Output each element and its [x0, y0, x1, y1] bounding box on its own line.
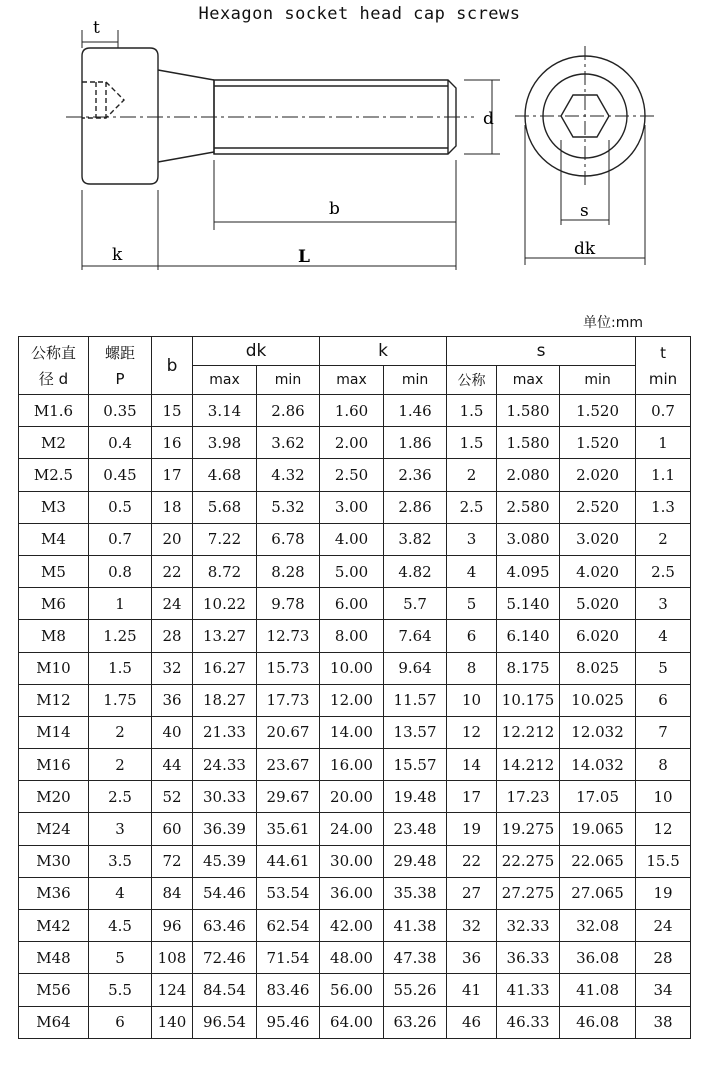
- cell-s-min: 32.08: [560, 910, 636, 942]
- cell-k-max: 2.50: [320, 459, 384, 491]
- cell-s-nominal: 3: [447, 523, 497, 555]
- cell-k-max: 12.00: [320, 684, 384, 716]
- cell-t-min: 1.1: [636, 459, 691, 491]
- cell-size: M48: [19, 942, 89, 974]
- cell-t-min: 1: [636, 427, 691, 459]
- cell-k-max: 30.00: [320, 845, 384, 877]
- cell-dk-max: 7.22: [193, 523, 257, 555]
- cell-t-min: 28: [636, 942, 691, 974]
- cell-s-min: 19.065: [560, 813, 636, 845]
- cell-k-max: 10.00: [320, 652, 384, 684]
- cell-t-min: 38: [636, 1006, 691, 1038]
- cell-k-max: 5.00: [320, 555, 384, 587]
- cell-pitch: 5: [89, 942, 152, 974]
- cell-dk-min: 95.46: [257, 1006, 320, 1038]
- label-k: k: [112, 245, 123, 265]
- socket-hidden-lines: [82, 82, 124, 118]
- cell-s-max: 32.33: [497, 910, 560, 942]
- cell-pitch: 0.8: [89, 555, 152, 587]
- cell-b: 96: [152, 910, 193, 942]
- cell-b: 22: [152, 555, 193, 587]
- cell-dk-max: 8.72: [193, 555, 257, 587]
- cell-dk-max: 45.39: [193, 845, 257, 877]
- cell-s-max: 3.080: [497, 523, 560, 555]
- label-b: b: [329, 199, 340, 219]
- table-row: [19, 813, 691, 845]
- cell-s-min: 8.025: [560, 652, 636, 684]
- cell-k-max: 1.60: [320, 395, 384, 427]
- cell-k-max: 6.00: [320, 588, 384, 620]
- cell-k-max: 2.00: [320, 427, 384, 459]
- cell-b: 18: [152, 491, 193, 523]
- cell-b: 44: [152, 749, 193, 781]
- cell-s-min: 4.020: [560, 555, 636, 587]
- cell-b: 16: [152, 427, 193, 459]
- cell-s-nominal: 17: [447, 781, 497, 813]
- cell-k-max: 3.00: [320, 491, 384, 523]
- cell-t-min: 34: [636, 974, 691, 1006]
- cell-dk-max: 21.33: [193, 716, 257, 748]
- cell-dk-max: 16.27: [193, 652, 257, 684]
- cell-k-max: 64.00: [320, 1006, 384, 1038]
- cell-s-min: 14.032: [560, 749, 636, 781]
- cell-s-min: 5.020: [560, 588, 636, 620]
- cell-s-nominal: 41: [447, 974, 497, 1006]
- cell-pitch: 1.5: [89, 652, 152, 684]
- cell-s-max: 17.23: [497, 781, 560, 813]
- cell-b: 24: [152, 588, 193, 620]
- cell-k-max: 42.00: [320, 910, 384, 942]
- cell-dk-min: 15.73: [257, 652, 320, 684]
- cell-k-min: 55.26: [384, 974, 447, 1006]
- cell-dk-min: 8.28: [257, 555, 320, 587]
- cell-dk-min: 71.54: [257, 942, 320, 974]
- cell-dk-max: 30.33: [193, 781, 257, 813]
- table-row: [19, 620, 691, 652]
- header-s-min: min: [560, 366, 636, 395]
- cell-dk-max: 5.68: [193, 491, 257, 523]
- header-b: b: [152, 337, 193, 395]
- cell-s-nominal: 1.5: [447, 427, 497, 459]
- cell-k-min: 63.26: [384, 1006, 447, 1038]
- cell-k-min: 2.86: [384, 491, 447, 523]
- cell-t-min: 19: [636, 877, 691, 909]
- cell-pitch: 5.5: [89, 974, 152, 1006]
- cell-dk-max: 4.68: [193, 459, 257, 491]
- cell-dk-max: 24.33: [193, 749, 257, 781]
- cell-s-max: 10.175: [497, 684, 560, 716]
- cell-pitch: 1.25: [89, 620, 152, 652]
- cell-k-min: 1.86: [384, 427, 447, 459]
- header-k: k: [320, 337, 447, 366]
- cell-k-min: 3.82: [384, 523, 447, 555]
- cell-dk-min: 4.32: [257, 459, 320, 491]
- table-row: [19, 942, 691, 974]
- cell-dk-min: 29.67: [257, 781, 320, 813]
- cell-k-max: 4.00: [320, 523, 384, 555]
- cell-size: M56: [19, 974, 89, 1006]
- cell-b: 36: [152, 684, 193, 716]
- cell-dk-max: 3.14: [193, 395, 257, 427]
- cell-dk-min: 20.67: [257, 716, 320, 748]
- label-s: s: [580, 201, 589, 221]
- cell-k-min: 23.48: [384, 813, 447, 845]
- cell-s-min: 12.032: [560, 716, 636, 748]
- cell-size: M6: [19, 588, 89, 620]
- cell-size: M30: [19, 845, 89, 877]
- cell-size: M3: [19, 491, 89, 523]
- cell-k-min: 29.48: [384, 845, 447, 877]
- cell-s-max: 1.580: [497, 427, 560, 459]
- cell-t-min: 6: [636, 684, 691, 716]
- table-row: [19, 749, 691, 781]
- table-row: [19, 781, 691, 813]
- header-s-max: max: [497, 366, 560, 395]
- cell-dk-max: 63.46: [193, 910, 257, 942]
- cell-s-nominal: 2.5: [447, 491, 497, 523]
- cell-size: M42: [19, 910, 89, 942]
- cell-dk-max: 72.46: [193, 942, 257, 974]
- cell-t-min: 24: [636, 910, 691, 942]
- cell-s-nominal: 6: [447, 620, 497, 652]
- cell-s-min: 3.020: [560, 523, 636, 555]
- cell-s-nominal: 19: [447, 813, 497, 845]
- cell-k-min: 41.38: [384, 910, 447, 942]
- cell-k-min: 19.48: [384, 781, 447, 813]
- cell-t-min: 2.5: [636, 555, 691, 587]
- screw-drawing: [0, 0, 719, 300]
- cell-k-max: 56.00: [320, 974, 384, 1006]
- table-row: [19, 1006, 691, 1038]
- header-dk-max: max: [193, 366, 257, 395]
- cell-t-min: 1.3: [636, 491, 691, 523]
- cell-s-min: 46.08: [560, 1006, 636, 1038]
- cell-b: 15: [152, 395, 193, 427]
- cell-b: 72: [152, 845, 193, 877]
- cell-s-nominal: 14: [447, 749, 497, 781]
- label-dk: dk: [574, 239, 596, 259]
- label-t: t: [93, 18, 100, 38]
- cell-b: 84: [152, 877, 193, 909]
- cell-dk-min: 12.73: [257, 620, 320, 652]
- table-row: [19, 588, 691, 620]
- cell-b: 32: [152, 652, 193, 684]
- cell-k-min: 4.82: [384, 555, 447, 587]
- cell-pitch: 3: [89, 813, 152, 845]
- cell-b: 124: [152, 974, 193, 1006]
- table-row: [19, 555, 691, 587]
- cell-size: M20: [19, 781, 89, 813]
- cell-dk-max: 10.22: [193, 588, 257, 620]
- cell-pitch: 0.35: [89, 395, 152, 427]
- cell-b: 60: [152, 813, 193, 845]
- cell-size: M24: [19, 813, 89, 845]
- cell-k-max: 24.00: [320, 813, 384, 845]
- cell-dk-min: 17.73: [257, 684, 320, 716]
- cell-s-min: 2.020: [560, 459, 636, 491]
- cell-b: 108: [152, 942, 193, 974]
- cell-t-min: 15.5: [636, 845, 691, 877]
- table-row: [19, 459, 691, 491]
- header-k-max: max: [320, 366, 384, 395]
- spec-table: [18, 336, 691, 1039]
- cell-s-nominal: 4: [447, 555, 497, 587]
- table-row: [19, 652, 691, 684]
- cell-s-max: 27.275: [497, 877, 560, 909]
- table-row: [19, 684, 691, 716]
- cell-s-nominal: 27: [447, 877, 497, 909]
- cell-dk-min: 62.54: [257, 910, 320, 942]
- cell-pitch: 2: [89, 716, 152, 748]
- cell-s-nominal: 5: [447, 588, 497, 620]
- cell-s-min: 1.520: [560, 427, 636, 459]
- header-row-1: [19, 337, 691, 366]
- cell-k-min: 2.36: [384, 459, 447, 491]
- cell-t-min: 12: [636, 813, 691, 845]
- cell-t-min: 5: [636, 652, 691, 684]
- cell-size: M5: [19, 555, 89, 587]
- cell-dk-min: 23.67: [257, 749, 320, 781]
- table-row: [19, 491, 691, 523]
- cell-s-max: 5.140: [497, 588, 560, 620]
- cell-k-min: 11.57: [384, 684, 447, 716]
- cell-s-min: 41.08: [560, 974, 636, 1006]
- cell-k-max: 16.00: [320, 749, 384, 781]
- cell-size: M64: [19, 1006, 89, 1038]
- table-row: [19, 974, 691, 1006]
- cell-pitch: 6: [89, 1006, 152, 1038]
- cell-dk-max: 18.27: [193, 684, 257, 716]
- cell-k-min: 5.7: [384, 588, 447, 620]
- header-s: s: [447, 337, 636, 366]
- cell-k-max: 8.00: [320, 620, 384, 652]
- cell-pitch: 1.75: [89, 684, 152, 716]
- cell-size: M16: [19, 749, 89, 781]
- cell-b: 17: [152, 459, 193, 491]
- screw-head: [82, 48, 158, 184]
- cell-dk-max: 13.27: [193, 620, 257, 652]
- cell-pitch: 3.5: [89, 845, 152, 877]
- cell-t-min: 7: [636, 716, 691, 748]
- header-k-min: min: [384, 366, 447, 395]
- cell-pitch: 0.45: [89, 459, 152, 491]
- cell-dk-min: 9.78: [257, 588, 320, 620]
- cell-k-min: 47.38: [384, 942, 447, 974]
- cell-t-min: 0.7: [636, 395, 691, 427]
- cell-k-min: 7.64: [384, 620, 447, 652]
- cell-s-nominal: 2: [447, 459, 497, 491]
- table-row: [19, 716, 691, 748]
- table-row: [19, 877, 691, 909]
- cell-dk-min: 83.46: [257, 974, 320, 1006]
- cell-s-max: 36.33: [497, 942, 560, 974]
- cell-k-max: 14.00: [320, 716, 384, 748]
- cell-s-nominal: 22: [447, 845, 497, 877]
- cell-s-nominal: 10: [447, 684, 497, 716]
- cell-s-min: 27.065: [560, 877, 636, 909]
- cell-s-min: 2.520: [560, 491, 636, 523]
- cell-dk-min: 3.62: [257, 427, 320, 459]
- cell-dk-min: 6.78: [257, 523, 320, 555]
- cell-dk-max: 84.54: [193, 974, 257, 1006]
- cell-pitch: 0.7: [89, 523, 152, 555]
- cell-k-min: 35.38: [384, 877, 447, 909]
- label-d: d: [483, 109, 494, 129]
- cell-s-max: 4.095: [497, 555, 560, 587]
- cell-s-min: 36.08: [560, 942, 636, 974]
- cell-pitch: 0.5: [89, 491, 152, 523]
- cell-s-max: 1.580: [497, 395, 560, 427]
- cell-s-nominal: 1.5: [447, 395, 497, 427]
- cell-k-min: 15.57: [384, 749, 447, 781]
- cell-t-min: 3: [636, 588, 691, 620]
- header-dk: dk: [193, 337, 320, 366]
- cell-size: M8: [19, 620, 89, 652]
- cell-size: M12: [19, 684, 89, 716]
- cell-k-min: 1.46: [384, 395, 447, 427]
- cell-k-max: 36.00: [320, 877, 384, 909]
- cell-s-max: 8.175: [497, 652, 560, 684]
- cell-dk-min: 44.61: [257, 845, 320, 877]
- cell-k-max: 48.00: [320, 942, 384, 974]
- cell-s-min: 10.025: [560, 684, 636, 716]
- cell-s-nominal: 46: [447, 1006, 497, 1038]
- page-title: Hexagon socket head cap screws: [198, 4, 521, 24]
- cell-b: 28: [152, 620, 193, 652]
- cell-s-max: 14.212: [497, 749, 560, 781]
- cell-s-nominal: 36: [447, 942, 497, 974]
- cell-k-max: 20.00: [320, 781, 384, 813]
- cell-dk-min: 35.61: [257, 813, 320, 845]
- cell-s-max: 46.33: [497, 1006, 560, 1038]
- cell-size: M1.6: [19, 395, 89, 427]
- cell-s-max: 41.33: [497, 974, 560, 1006]
- cell-b: 20: [152, 523, 193, 555]
- cell-pitch: 4.5: [89, 910, 152, 942]
- header-dk-min: min: [257, 366, 320, 395]
- cell-dk-max: 54.46: [193, 877, 257, 909]
- cell-s-max: 2.580: [497, 491, 560, 523]
- cell-s-max: 6.140: [497, 620, 560, 652]
- table-row: [19, 523, 691, 555]
- cell-dk-min: 2.86: [257, 395, 320, 427]
- cell-k-min: 13.57: [384, 716, 447, 748]
- cell-s-max: 22.275: [497, 845, 560, 877]
- cell-pitch: 2.5: [89, 781, 152, 813]
- cell-dk-min: 5.32: [257, 491, 320, 523]
- cell-dk-max: 36.39: [193, 813, 257, 845]
- label-L: L: [298, 247, 310, 267]
- cell-dk-max: 3.98: [193, 427, 257, 459]
- cell-size: M14: [19, 716, 89, 748]
- cell-t-min: 8: [636, 749, 691, 781]
- unit-label: 单位:mm: [583, 315, 643, 331]
- cell-b: 52: [152, 781, 193, 813]
- header-pitch: 螺距 P: [89, 337, 152, 395]
- table-row: [19, 395, 691, 427]
- cell-b: 40: [152, 716, 193, 748]
- cell-pitch: 2: [89, 749, 152, 781]
- cell-dk-max: 96.54: [193, 1006, 257, 1038]
- cell-pitch: 0.4: [89, 427, 152, 459]
- cell-t-min: 2: [636, 523, 691, 555]
- cell-s-min: 17.05: [560, 781, 636, 813]
- cell-size: M4: [19, 523, 89, 555]
- cell-pitch: 4: [89, 877, 152, 909]
- cell-s-nominal: 8: [447, 652, 497, 684]
- cell-dk-min: 53.54: [257, 877, 320, 909]
- cell-b: 140: [152, 1006, 193, 1038]
- cell-s-max: 19.275: [497, 813, 560, 845]
- cell-s-nominal: 32: [447, 910, 497, 942]
- cell-s-min: 1.520: [560, 395, 636, 427]
- header-t: t min: [636, 337, 691, 395]
- header-nominal: 公称直 径 d: [19, 337, 89, 395]
- cell-size: M2: [19, 427, 89, 459]
- cell-t-min: 4: [636, 620, 691, 652]
- cell-pitch: 1: [89, 588, 152, 620]
- cell-k-min: 9.64: [384, 652, 447, 684]
- table-row: [19, 845, 691, 877]
- table-row: [19, 910, 691, 942]
- cell-size: M2.5: [19, 459, 89, 491]
- cell-s-max: 2.080: [497, 459, 560, 491]
- cell-s-nominal: 12: [447, 716, 497, 748]
- cell-size: M10: [19, 652, 89, 684]
- cell-s-min: 22.065: [560, 845, 636, 877]
- table-row: [19, 427, 691, 459]
- header-s-nominal: 公称: [447, 366, 497, 395]
- cell-s-max: 12.212: [497, 716, 560, 748]
- cell-s-min: 6.020: [560, 620, 636, 652]
- cell-size: M36: [19, 877, 89, 909]
- cell-t-min: 10: [636, 781, 691, 813]
